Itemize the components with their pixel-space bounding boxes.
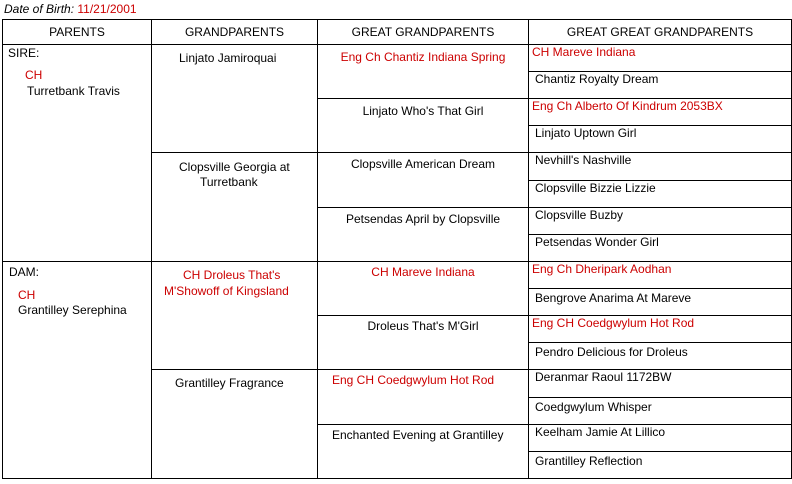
- grandparent-cell: [152, 370, 318, 479]
- great-great-cell: [529, 207, 792, 234]
- great-great-name: Keelham Jamie At Lillico: [535, 424, 666, 439]
- pedigree-table: [2, 19, 792, 479]
- header-parents: PARENTS: [3, 20, 152, 45]
- sire-name: Turretbank Travis: [27, 84, 120, 98]
- grandparent-name: CH Droleus That's: [183, 268, 281, 282]
- great-great-name: Coedgwylum Whisper: [535, 399, 652, 414]
- great-great-cell: [529, 72, 792, 99]
- great-grandparent-cell: [318, 424, 529, 478]
- great-great-cell: [529, 153, 792, 180]
- great-grandparent-name: Clopsville American Dream: [350, 157, 496, 172]
- great-grandparent-name: Enchanted Evening at Grantilley: [332, 427, 504, 442]
- great-grandparent-cell: [318, 370, 529, 424]
- great-great-cell: [529, 126, 792, 153]
- grandparent-cell: [152, 45, 318, 153]
- sire-title: CH: [25, 68, 43, 82]
- great-great-cell: [529, 180, 792, 207]
- great-great-cell: [529, 45, 792, 72]
- great-grandparent-cell: [318, 153, 529, 207]
- grandparent-name: Clopsville Georgia at: [179, 160, 290, 175]
- great-grandparent-name: Droleus That's M'Girl: [367, 319, 479, 333]
- great-grandparent-name: Linjato Who's That Girl: [362, 104, 484, 118]
- great-great-cell: [529, 343, 792, 370]
- great-great-name: Pendro Delicious for Droleus: [535, 345, 688, 360]
- great-great-name: Chantiz Royalty Dream: [535, 72, 659, 86]
- great-grandparent-name: Petsendas April by Clopsville: [345, 211, 501, 226]
- great-great-cell: [529, 316, 792, 343]
- great-great-name: CH Mareve Indiana: [532, 45, 636, 59]
- great-grandparent-name: CH Mareve Indiana: [371, 265, 475, 279]
- great-grandparent-cell: [318, 45, 529, 99]
- header-row: [3, 20, 792, 45]
- grandparent-cell: [152, 153, 318, 262]
- great-grandparent-cell: [318, 316, 529, 370]
- dob-value: 11/21/2001: [77, 2, 137, 16]
- grandparent-name-cont: Turretbank: [200, 175, 258, 190]
- great-great-name: Grantilley Reflection: [535, 454, 643, 468]
- great-great-cell: [529, 289, 792, 316]
- great-great-name: Deranmar Raoul 1172BW: [535, 370, 672, 385]
- great-great-cell: [529, 452, 792, 479]
- grandparent-cell: [152, 262, 318, 370]
- great-great-cell: [529, 397, 792, 424]
- grandparent-name: Grantilley Fragrance: [175, 376, 284, 391]
- great-great-cell: [529, 424, 792, 451]
- header-great-great-grandparents: GREAT GREAT GRANDPARENTS: [529, 20, 792, 45]
- dob-label: Date of Birth:: [4, 2, 75, 16]
- sire-role: SIRE:: [8, 46, 40, 60]
- dam-role: DAM:: [9, 265, 39, 279]
- dam-title: CH: [18, 288, 36, 302]
- great-great-name: Eng Ch Alberto Of Kindrum 2053BX: [532, 99, 723, 113]
- great-great-name: Nevhill's Nashville: [535, 153, 632, 168]
- great-grandparent-cell: [318, 207, 529, 261]
- grandparent-name-cont: M'Showoff of Kingsland: [164, 284, 289, 298]
- great-great-cell: [529, 99, 792, 126]
- header-great-grandparents: GREAT GRANDPARENTS: [318, 20, 529, 45]
- great-great-name: Eng Ch Dheripark Aodhan: [532, 262, 672, 276]
- date-of-birth: [4, 2, 137, 16]
- great-great-name: Linjato Uptown Girl: [535, 126, 637, 141]
- great-great-name: Clopsville Bizzie Lizzie: [535, 180, 656, 195]
- great-grandparent-cell: [318, 99, 529, 153]
- great-grandparent-cell: [318, 262, 529, 316]
- great-great-name: Bengrove Anarima At Mareve: [535, 291, 692, 305]
- great-great-cell: [529, 370, 792, 397]
- grandparent-name: Linjato Jamiroquai: [179, 51, 277, 65]
- dam-cell: [3, 262, 152, 479]
- great-great-cell: [529, 235, 792, 262]
- great-great-cell: [529, 262, 792, 289]
- header-grandparents: GRANDPARENTS: [152, 20, 318, 45]
- great-grandparent-name: Eng Ch Chantiz Indiana Spring: [340, 50, 506, 64]
- great-grandparent-name: Eng CH Coedgwylum Hot Rod: [332, 373, 495, 388]
- sire-cell: [3, 45, 152, 262]
- great-great-name: Eng CH Coedgwylum Hot Rod: [532, 316, 695, 330]
- dam-name: Grantilley Serephina: [18, 303, 127, 317]
- great-great-name: Clopsville Buzby: [535, 207, 624, 222]
- great-great-name: Petsendas Wonder Girl: [535, 235, 659, 249]
